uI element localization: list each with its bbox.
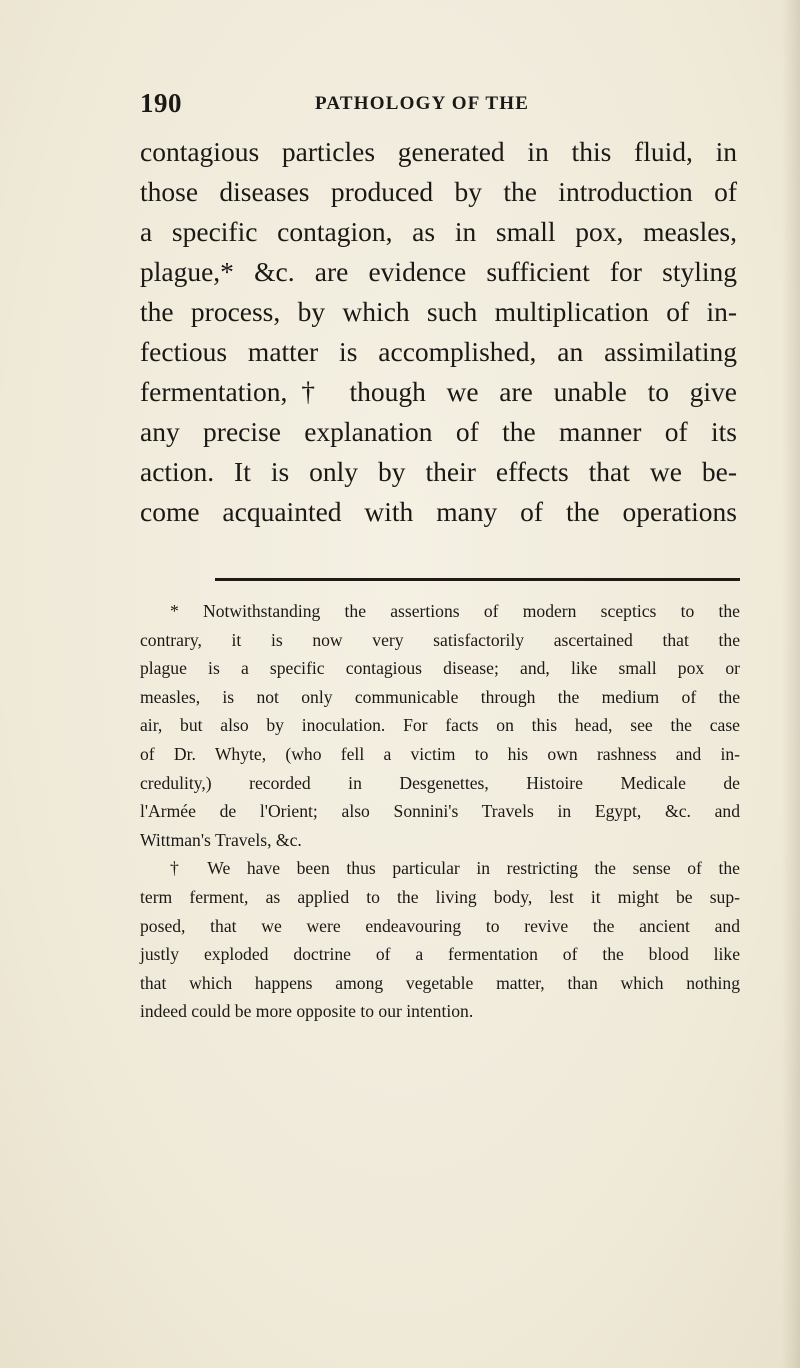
body-line: action. It is only by their effects that we be- — [140, 456, 737, 487]
footnote-line: indeed could be more opposite to our intention. — [140, 1001, 474, 1022]
body-line: those diseases produced by the introduction of — [140, 176, 737, 207]
footnote-line: justly exploded doctrine of a fermentation of the blood like — [140, 944, 740, 965]
page-edge-shadow — [782, 0, 800, 1368]
running-head: PATHOLOGY OF THE — [315, 93, 530, 114]
footnote-line: measles, is not only communicable through the medium of the — [140, 686, 740, 707]
footnotes — [140, 597, 740, 1026]
footnote-line: plague is a specific contagious disease; and, like small pox or — [140, 658, 740, 679]
body-line: a specific contagion, as in small pox, measles, — [140, 216, 737, 247]
footnote-line: that which happens among vegetable matter, than which nothing — [140, 972, 740, 993]
footnote-line: † We have been thus particular in restricting the sense of the — [170, 858, 740, 879]
body-line: plague,* &c. are evidence sufficient for styling — [140, 256, 737, 287]
main-text — [140, 132, 737, 532]
footnote-line: posed, that we were endeavouring to revive the ancient and — [140, 915, 740, 936]
footnote-line: credulity,) recorded in Desgenettes, Histoire Medicale de — [140, 772, 740, 793]
body-line: fermentation,† though we are unable to give — [140, 376, 737, 407]
body-line: contagious particles generated in this fluid, in — [140, 136, 737, 167]
body-line: come acquainted with many of the operations — [140, 496, 737, 527]
footnote-line: term ferment, as applied to the living body, lest it might be sup- — [140, 886, 740, 907]
footnote-line: * Notwithstanding the assertions of modern sceptics to the — [170, 601, 740, 621]
footnote-line: contrary, it is now very satisfactorily ascertained that the — [140, 629, 740, 650]
body-line: fectious matter is accomplished, an assimilating — [140, 336, 737, 367]
body-line: the process, by which such multiplication of in- — [140, 296, 737, 327]
page-number: 190 — [140, 88, 182, 118]
body-line: any precise explanation of the manner of its — [140, 416, 737, 447]
footnote-line: of Dr. Whyte, (who fell a victim to his own rashness and in- — [140, 743, 740, 764]
footnote-line: air, but also by inoculation. For facts on this head, see the case — [140, 715, 740, 736]
footnote-rule — [215, 578, 740, 581]
footnote-line: Wittman's Travels, &c. — [140, 829, 302, 850]
footnote-line: l'Armée de l'Orient; also Sonnini's Travels in Egypt, &c. and — [140, 801, 740, 822]
page-header — [140, 88, 740, 120]
